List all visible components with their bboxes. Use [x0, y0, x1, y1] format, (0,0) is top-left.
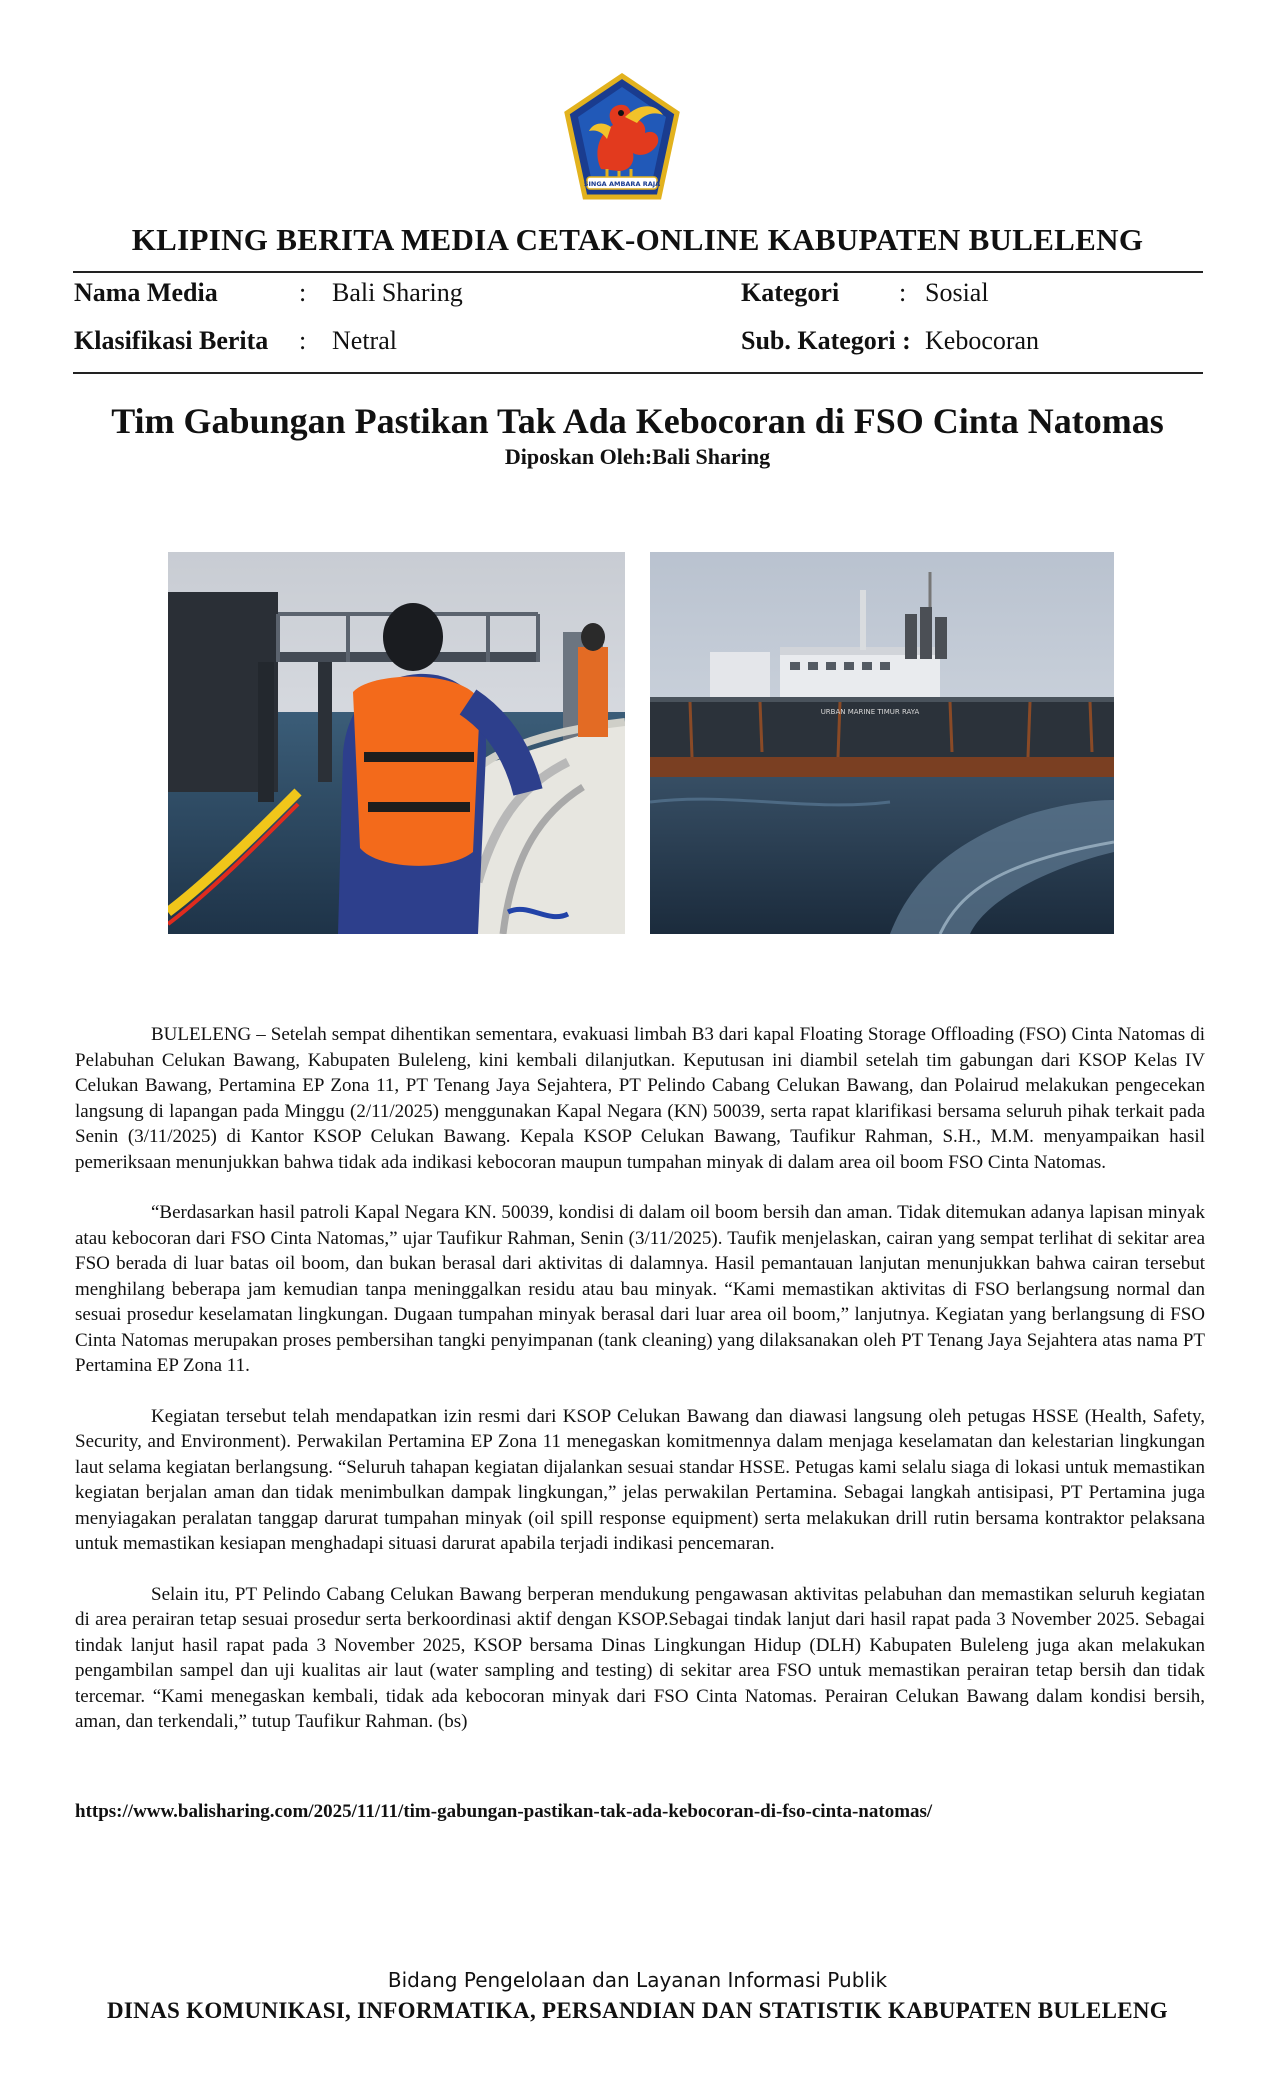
kategori-colon: :: [899, 278, 907, 307]
article-paragraph-1: BULELENG – Setelah sempat dihentikan sementara, evakuasi limbah B3 dari kapal Floating Storage Offloading (FSO) Cinta Natomas di Pelabuhan Celukan Bawang, Kabupaten Buleleng, kini kembali dilanjutkan. Keputusan ini diambil setelah tim gabungan dari KSOP Kelas IV Celukan Bawang, Pertamina EP Zona 11, PT Tenang Jaya Sejahtera, PT Pelindo Cabang Celukan Bawang, dan Polairud melakukan pengecekan langsung di lapangan pada Minggu (2/11/2025) menggunakan Kapal Negara (KN) 50039, serta rapat klarifikasi bersama seluruh pihak terkait pada Senin (3/11/2025) di Kantor KSOP Celukan Bawang. Kepala KSOP Celukan Bawang, Taufikur Rahman, S.H., M.M. menyampaikan hasil pemeriksaan menunjukkan bahwa tidak ada indikasi kebocoran maupun tumpahan minyak di dalam area oil boom FSO Cinta Natomas.: [75, 1024, 1205, 1173]
subkategori-value: Kebocoran: [925, 326, 1040, 355]
article-byline: Diposkan Oleh:Bali Sharing: [504, 444, 771, 469]
media-colon: :: [299, 278, 307, 307]
media-label: Nama Media: [74, 278, 218, 307]
buleleng-coat-of-arms-logo: [563, 73, 681, 201]
photo-fso-cinta-natomas-tanker: [650, 552, 1114, 934]
footer-division-name: Bidang Pengelolaan dan Layanan Informasi Publik: [387, 1968, 888, 1992]
ship-hull-lettering: URBAN MARINE TIMUR RAYA: [820, 708, 920, 716]
source-url-link[interactable]: https://www.balisharing.com/2025/11/11/tim-gabungan-pastikan-tak-ada-kebocoran-di-fso-cinta-natomas/: [75, 1801, 933, 1822]
article-title: Tim Gabungan Pastikan Tak Ada Kebocoran di FSO Cinta Natomas: [111, 401, 1164, 441]
header-divider-bottom: [73, 372, 1203, 374]
media-value: Bali Sharing: [332, 278, 463, 307]
article-paragraph-2: “Berdasarkan hasil patroli Kapal Negara KN. 50039, kondisi di dalam oil boom bersih dan aman. Tidak ditemukan adanya lapisan minyak atau kebocoran dari FSO Cinta Natomas,” ujar Taufikur Rahman, Senin (3/11/2025). Taufik menjelaskan, cairan yang sempat terlihat di sekitar area FSO berada di luar batas oil boom, dan bukan berasal dari aktivitas di dalamnya. Hasil pemantauan lanjutan menunjukkan bahwa cairan tersebut menghilang beberapa jam kemudian tanpa meninggalkan residu atau bau minyak. “Kami memastikan aktivitas di FSO berlangsung normal dan sesuai prosedur keselamatan lingkungan. Dugaan tumpahan minyak berasal dari luar area oil boom,” lanjutnya. Kegiatan yang berlangsung di FSO Cinta Natomas merupakan proses pembersihan tangki penyimpanan (tank cleaning) yang dilaksanakan oleh PT Tenang Jaya Sejahtera atas nama PT Pertamina EP Zona 11.: [75, 1202, 1205, 1376]
footer-agency-name: DINAS KOMUNIKASI, INFORMATIKA, PERSANDIAN DAN STATISTIK KABUPATEN BULELENG: [107, 1998, 1168, 2023]
klasifikasi-value: Netral: [332, 326, 397, 355]
kategori-value: Sosial: [925, 278, 989, 307]
meta-row-2: [73, 326, 1203, 366]
logo-motto-text: SINGA AMBARA RAJA: [583, 180, 661, 188]
kategori-label: Kategori: [741, 278, 840, 307]
header-divider-top: [73, 271, 1203, 273]
article-paragraph-3: Kegiatan tersebut telah mendapatkan izin resmi dari KSOP Celukan Bawang dan diawasi langsung oleh petugas HSSE (Health, Safety, Security, and Environment). Perwakilan Pertamina EP Zona 11 menegaskan komitmennya dalam menjaga keselamatan dan kelestarian lingkungan laut selama kegiatan berlangsung. “Seluruh tahapan kegiatan dijalankan sesuai standar HSSE. Petugas kami selalu siaga di lokasi untuk memastikan kegiatan berjalan aman dan tidak menimbulkan dampak lingkungan,” jelas perwakilan Pertamina. Sebagai langkah antisipasi, PT Pertamina juga menyiagakan peralatan tanggap darurat tumpahan minyak (oil spill response equipment) serta melakukan drill rutin bersama kontraktor pelaksana untuk memastikan kesiapan menghadapi situasi darurat apabila terjadi indikasi pencemaran.: [75, 1405, 1205, 1554]
klasifikasi-colon: :: [299, 326, 307, 355]
subkategori-label: Sub. Kategori :: [741, 326, 911, 355]
article-body: [75, 1022, 1205, 1760]
clipping-header-title: KLIPING BERITA MEDIA CETAK-ONLINE KABUPATEN BULELENG: [131, 222, 1144, 257]
photo-officer-on-patrol-boat: [168, 552, 625, 934]
article-paragraph-4: Selain itu, PT Pelindo Cabang Celukan Bawang berperan mendukung pengawasan aktivitas pelabuhan dan memastikan seluruh kegiatan di area perairan tetap sesuai prosedur serta berkoordinasi aktif dengan KSOP.Sebagai tindak lanjut dari hasil rapat pada 3 November 2025. Sebagai tindak lanjut hasil rapat pada 3 November 2025, KSOP bersama Dinas Lingkungan Hidup (DLH) Kabupaten Buleleng juga akan melakukan pengambilan sampel dan uji kualitas air laut (water sampling and testing) di sekitar area FSO untuk memastikan perairan tetap bersih dan tidak tercemar. “Kami menegaskan kembali, tidak ada kebocoran minyak dari FSO Cinta Natomas. Perairan Celukan Bawang dalam kondisi bersih, aman, dan terkendali,” tutup Taufikur Rahman. (bs): [75, 1583, 1205, 1732]
meta-row-1: [73, 278, 1203, 318]
klasifikasi-label: Klasifikasi Berita: [74, 326, 269, 355]
